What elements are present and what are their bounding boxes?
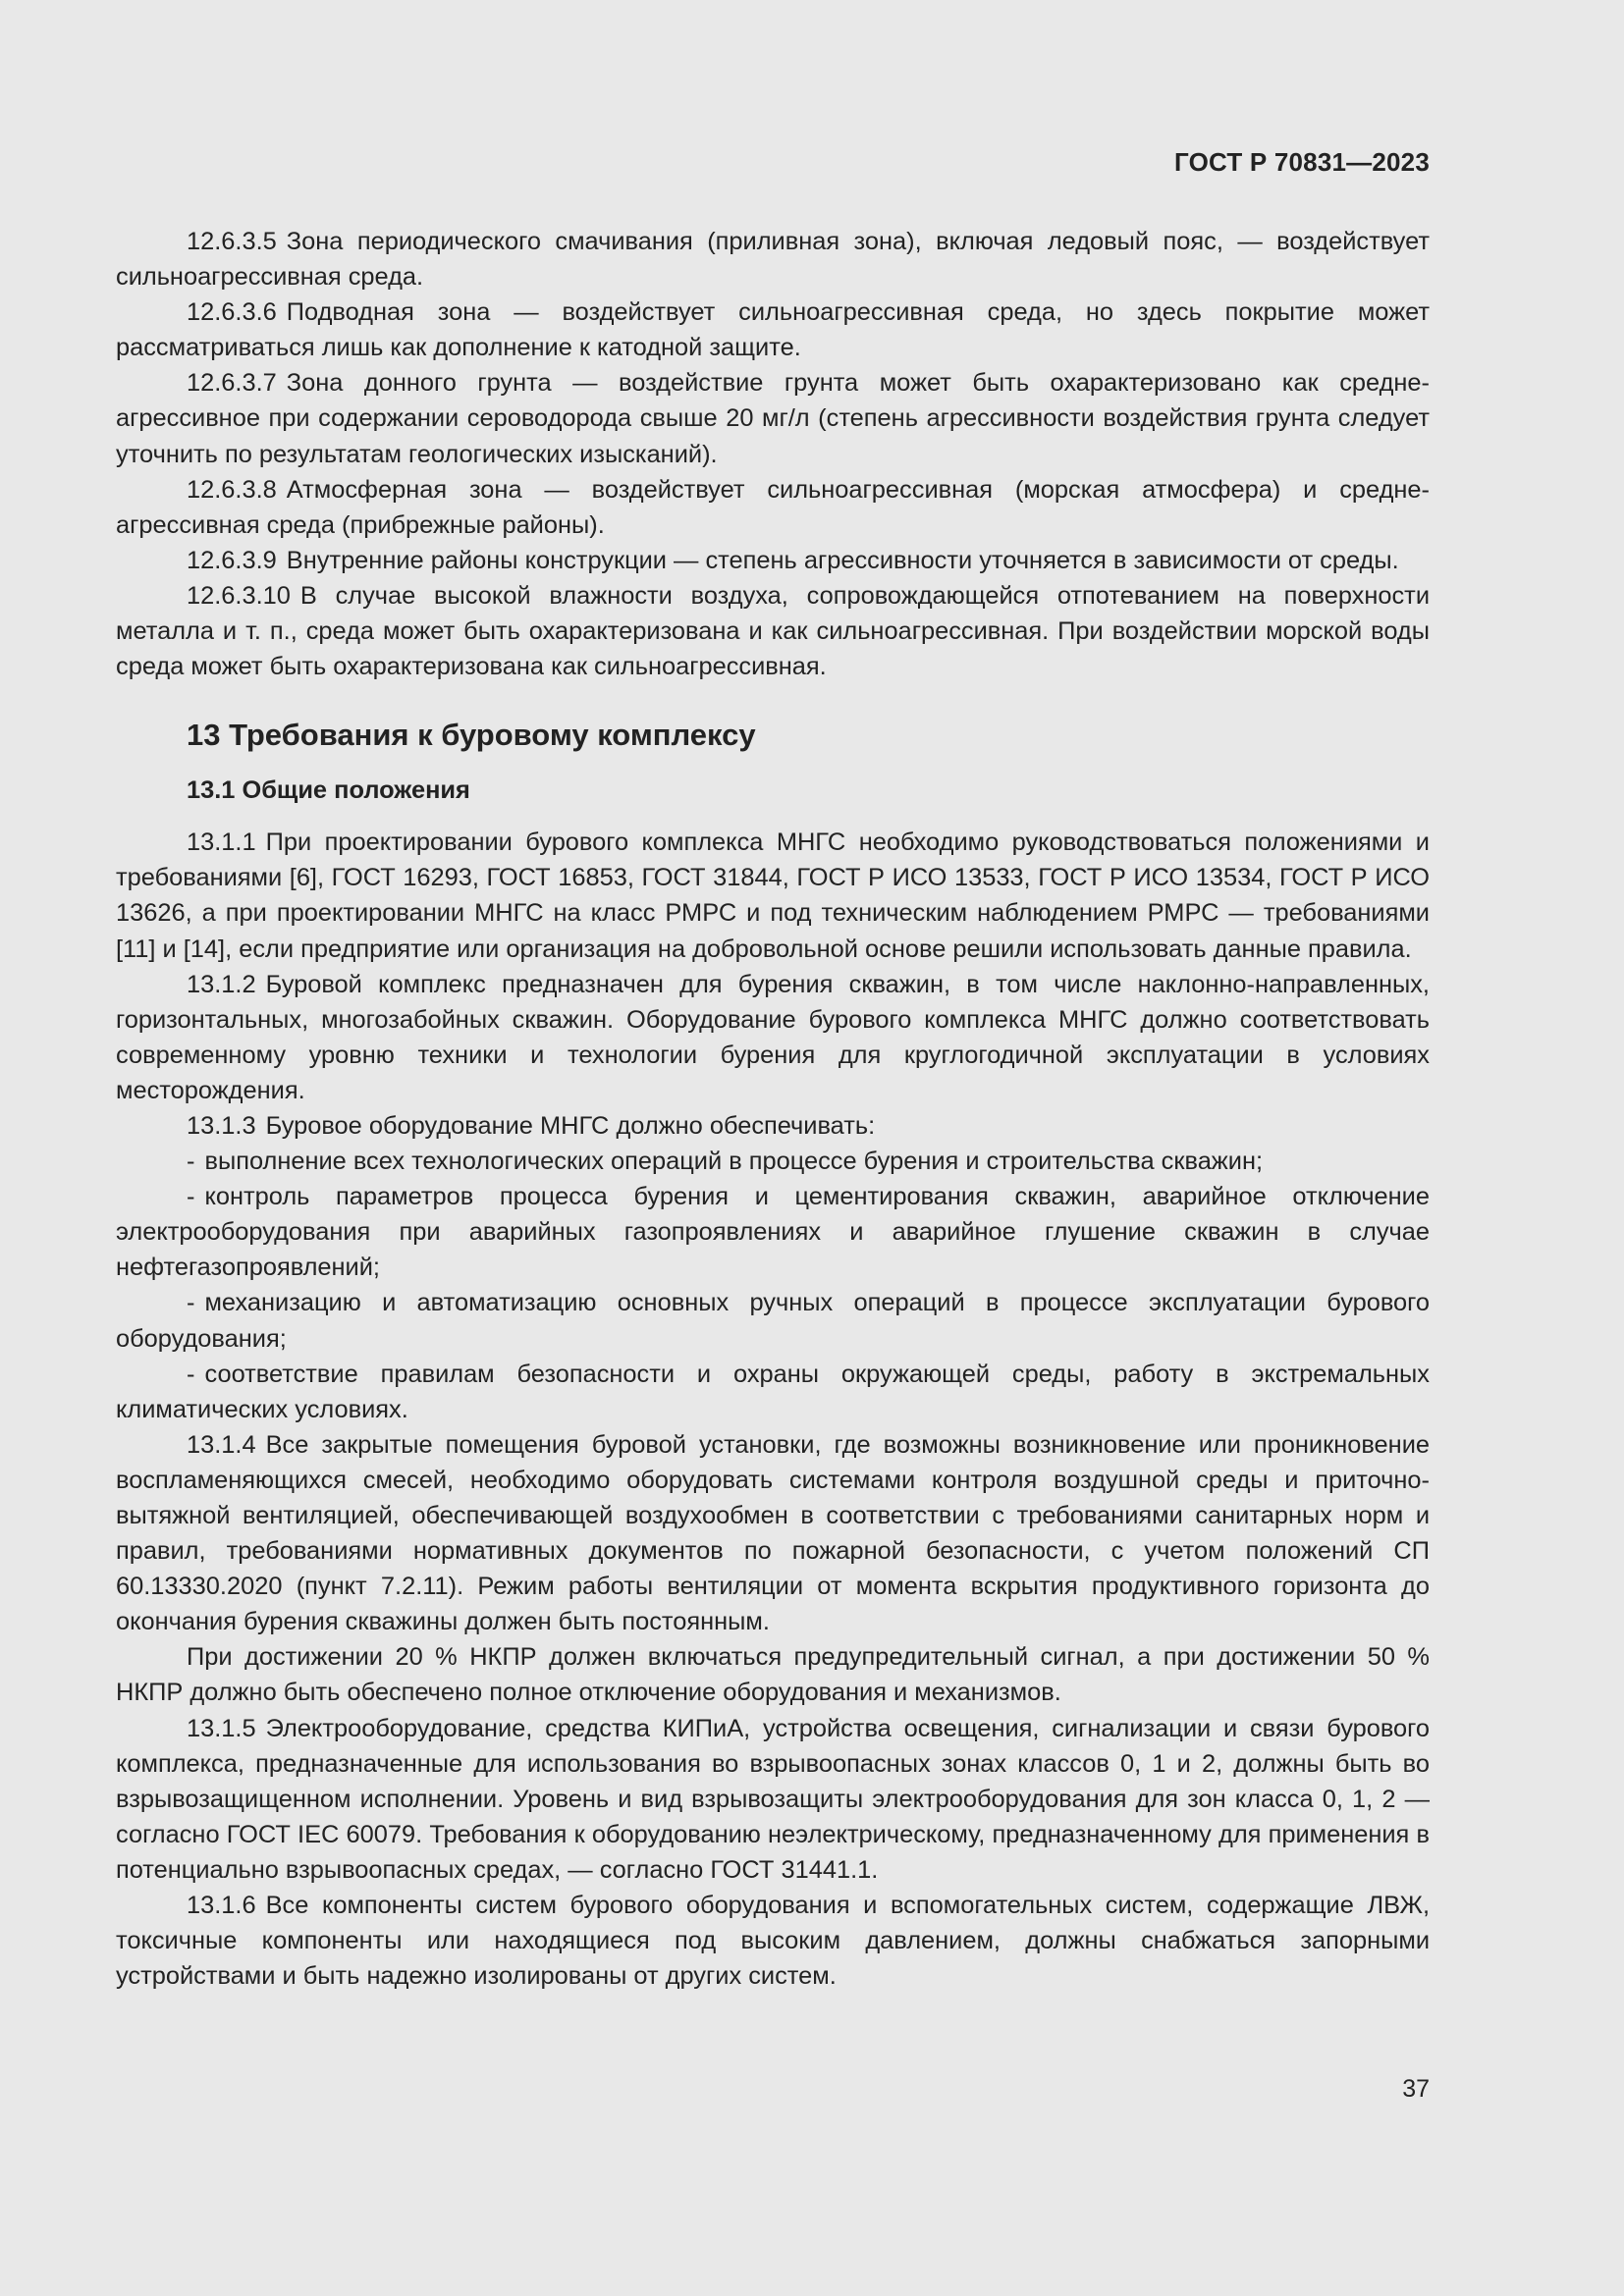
list-dash: - bbox=[187, 1289, 195, 1317]
paragraph-text: Буровое оборудование МНГС должно обеспечивать: bbox=[265, 1111, 876, 1140]
subsection-heading: 13.1 Общие положения bbox=[187, 776, 470, 805]
paragraph-number: 13.1.3 bbox=[187, 1111, 256, 1140]
paragraph bbox=[116, 224, 1430, 294]
paragraph-number: 12.6.3.10 bbox=[187, 581, 291, 610]
list-dash: - bbox=[187, 1183, 195, 1211]
list-item-text: контроль параметров процесса бурения и цементирования скважин, аварийное отключение электрооборудования при аварийных газопроявлениях и аварийное глушение скважин в случае нефтегазопроявлений; bbox=[116, 1183, 1430, 1282]
list-item-text: механизацию и автоматизацию основных ручных операций в процессе эксплуатации бурового оборудования; bbox=[116, 1289, 1430, 1353]
paragraph-text: При достижении 20 % НКПР должен включаться предупредительный сигнал, а при достижении 50 % НКПР должно быть обеспечено полное отключение оборудования и механизмов. bbox=[116, 1643, 1430, 1707]
section-heading: 13 Требования к буровому комплексу bbox=[187, 718, 756, 753]
paragraph-number: 12.6.3.5 bbox=[187, 228, 277, 255]
paragraph-number: 13.1.4 bbox=[187, 1430, 256, 1459]
list-dash: - bbox=[187, 1148, 195, 1176]
paragraph-group-12-6-3 bbox=[116, 224, 1430, 684]
document-header: ГОСТ Р 70831—2023 bbox=[1174, 147, 1430, 177]
list-dash: - bbox=[187, 1360, 195, 1388]
paragraph bbox=[116, 472, 1430, 543]
list-item bbox=[116, 1179, 1430, 1285]
list-item-text: соответствие правилам безопасности и охраны окружающей среды, работу в экстремальных климатических условиях. bbox=[116, 1360, 1430, 1423]
list-item bbox=[116, 1144, 1430, 1179]
paragraph bbox=[116, 1108, 1430, 1144]
paragraph-number: 13.1.2 bbox=[187, 970, 256, 998]
paragraph bbox=[116, 365, 1430, 471]
paragraph bbox=[116, 825, 1430, 966]
paragraph-text: Все закрытые помещения буровой установки, где возможны возникновение или проникновение воспламеняющихся смесей, необходимо оборудовать системами контроля воздушной среды и приточно-вытяжной вентиляцией, обеспечивающей воздухообмен в соответствии с требованиями санитарных норм и правил, требованиями нормативных документов по пожарной безопасности, с учетом положений СП 60.13330.2020 (пункт 7.2.11). Режим работы вентиляции от момента вскрытия продуктивного горизонта до окончания бурения скважины должен быть постоянным. bbox=[116, 1430, 1430, 1636]
paragraph-text: В случае высокой влажности воздуха, сопровождающейся отпотеванием на поверхности металла и т. п., среда может быть охарактеризована и как сильноагрессивная. При воздействии морской воды среда может быть охарактеризована как сильноагрессивная. bbox=[116, 581, 1430, 681]
paragraph-text: Все компоненты систем бурового оборудования и вспомогательных систем, содержащие ЛВЖ, токсичные компоненты или находящиеся под высоким давлением, должны снабжаться запорными устройствами и быть надежно изолированы от других систем. bbox=[116, 1892, 1430, 1991]
paragraph-text: Атмосферная зона — воздействует сильноагрессивная (морская атмосфера) и средне-агрессивная среда (прибрежные районы). bbox=[116, 475, 1430, 539]
list-item-text: выполнение всех технологических операций в процессе бурения и строительства скважин; bbox=[204, 1148, 1264, 1176]
list-item bbox=[116, 1357, 1430, 1427]
paragraph bbox=[116, 1711, 1430, 1888]
paragraph bbox=[116, 967, 1430, 1108]
list-item bbox=[116, 1285, 1430, 1356]
paragraph-text: Внутренние районы конструкции — степень агрессивности уточняется в зависимости от среды. bbox=[286, 546, 1399, 574]
page-number: 37 bbox=[1402, 2075, 1430, 2103]
paragraph-text: Электрооборудование, средства КИПиА, устройства освещения, сигнализации и связи бурового комплекса, предназначенные для использования во взрывоопасных зонах классов 0, 1 и 2, должны быть во взрывозащищенном исполнении. Уровень и вид взрывозащиты электрооборудования для зон класса 0, 1, 2 — согласно ГОСТ IEC 60079. Требования к оборудованию неэлектрическому, предназначенному для применения в потенциально взрывоопасных средах, — согласно ГОСТ 31441.1. bbox=[116, 1714, 1430, 1884]
paragraph-number: 13.1.5 bbox=[187, 1714, 256, 1742]
paragraph-number: 13.1.6 bbox=[187, 1892, 256, 1920]
paragraph-text: Зона донного грунта — воздействие грунта может быть охарактеризовано как средне-агрессивное при содержании сероводорода свыше 20 мг/л (степень агрессивности воздействия грунта следует уточнить по результатам геологических изысканий). bbox=[116, 369, 1430, 468]
document-body bbox=[116, 224, 1430, 1994]
paragraph-text: Буровой комплекс предназначен для бурения скважин, в том числе наклонно-направленных, горизонтальных, многозабойных скважин. Оборудование бурового комплекса МНГС должно соответствовать современному уровню техники и технологии бурения для круглогодичной эксплуатации в условиях месторождения. bbox=[116, 970, 1430, 1104]
paragraph-text: При проектировании бурового комплекса МНГС необходимо руководствоваться положениями и требованиями [6], ГОСТ 16293, ГОСТ 16853, ГОСТ 31844, ГОСТ Р ИСО 13533, ГОСТ Р ИСО 13534, ГОСТ Р ИСО 13626, а при проектировании МНГС на класс РМРС и под техническим наблюдением РМРС — требованиями [11] и [14], если предприятие или организация на добровольной основе решили использовать данные правила. bbox=[116, 828, 1430, 963]
paragraph bbox=[116, 1427, 1430, 1640]
paragraph-number: 12.6.3.7 bbox=[187, 369, 277, 398]
paragraph bbox=[116, 578, 1430, 684]
paragraph-text: Подводная зона — воздействует сильноагрессивная среда, но здесь покрытие может рассматриваться лишь как дополнение к катодной защите. bbox=[116, 298, 1430, 362]
paragraph-number: 12.6.3.9 bbox=[187, 546, 277, 574]
paragraph bbox=[116, 1888, 1430, 1994]
paragraph-number: 12.6.3.8 bbox=[187, 475, 277, 504]
paragraph-group-13-1 bbox=[116, 825, 1430, 1994]
paragraph-number: 13.1.1 bbox=[187, 828, 256, 857]
paragraph bbox=[116, 294, 1430, 365]
paragraph-number: 12.6.3.6 bbox=[187, 298, 277, 327]
paragraph bbox=[116, 1639, 1430, 1710]
paragraph-text: Зона периодического смачивания (приливная зона), включая ледовый пояс, — воздействует сильноагрессивная среда. bbox=[116, 228, 1430, 292]
paragraph bbox=[116, 543, 1430, 578]
